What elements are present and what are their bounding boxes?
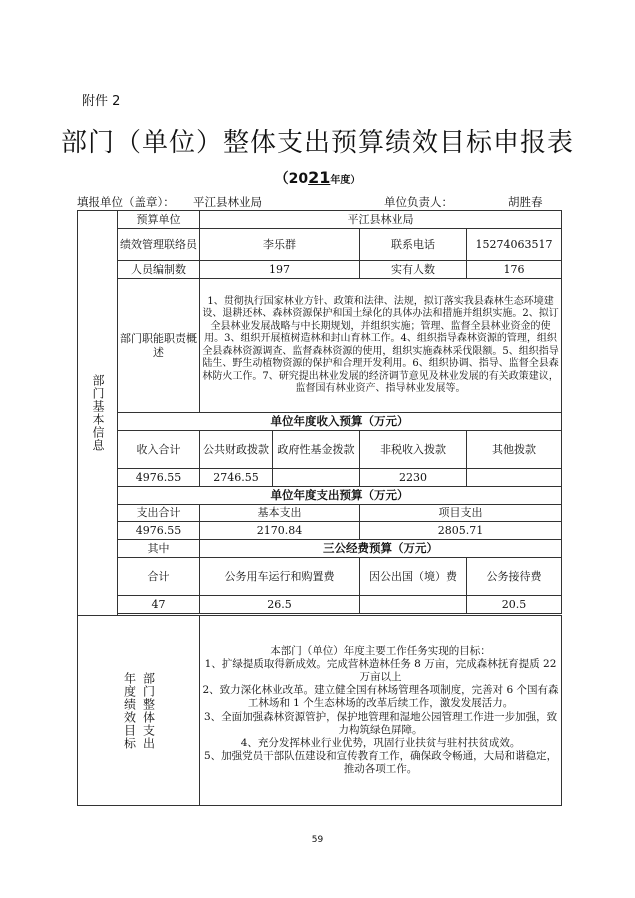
expense-value-basic: 2170.84 <box>200 522 360 540</box>
year-prefix: （20 <box>274 171 309 187</box>
income-header-other: 其他拨款 <box>467 431 562 469</box>
income-header-total: 收入合计 <box>118 431 200 469</box>
three-public-value-reception: 20.5 <box>467 596 562 614</box>
staff-quota-label: 人员编制数 <box>118 261 200 279</box>
goals-line: 2、致力深化林业改革。建立健全国有林场管理各项制度，完善对 6 个国有森工林场和 1 个生态林场的改革后续工作，激发发展活力。 <box>202 684 559 710</box>
phone-value: 15274063517 <box>467 229 562 261</box>
income-value-other <box>467 469 562 487</box>
income-value-nontax: 2230 <box>360 469 467 487</box>
actual-staff-label: 实有人数 <box>360 261 467 279</box>
duty-label: 部门职能职责概述 <box>118 279 200 413</box>
three-public-header-reception: 公务接待费 <box>467 558 562 596</box>
income-value-gov-fund <box>273 469 360 487</box>
contact-person-label: 绩效管理联络员 <box>118 229 200 261</box>
three-public-header-abroad: 因公出国（境）费 <box>360 558 467 596</box>
fill-unit-label: 填报单位（盖章）： <box>77 195 175 209</box>
actual-staff-value: 176 <box>467 261 562 279</box>
unit-head-label: 单位负责人： <box>384 195 453 209</box>
three-public-value-vehicle: 26.5 <box>200 596 360 614</box>
year-suffix: 年度） <box>330 175 361 186</box>
attachment-label: 附件 2 <box>82 94 121 109</box>
unit-head-value: 胡胜春 <box>508 195 543 209</box>
year-line <box>0 168 635 188</box>
contact-person-value: 李乐群 <box>200 229 360 261</box>
year-digits: 21 <box>308 168 331 187</box>
phone-label: 联系电话 <box>360 229 467 261</box>
income-section-title: 单位年度收入预算（万元） <box>118 413 562 431</box>
expense-header-basic: 基本支出 <box>200 505 360 522</box>
expense-header-total: 支出合计 <box>118 505 200 522</box>
goals-line: 1、扩绿提质取得新成效。完成营林造林任务 8 万亩，完成森林抚育提质 22 万亩以上 <box>204 658 557 684</box>
goals-section-main-label: 部门整体支出 <box>141 671 156 750</box>
goals-line: 4、充分发挥林业行业优势，巩固行业扶贫与驻村扶贫成效。 <box>240 736 521 749</box>
three-public-header-total: 合计 <box>118 558 200 596</box>
income-value-total: 4976.55 <box>118 469 200 487</box>
three-public-header-vehicle: 公务用车运行和购置费 <box>200 558 360 596</box>
income-header-gov-fund: 政府性基金拨款 <box>273 431 360 469</box>
income-header-nontax: 非税收入拨款 <box>360 431 467 469</box>
expense-section-title: 单位年度支出预算（万元） <box>118 487 562 505</box>
budget-unit-label: 预算单位 <box>118 211 200 229</box>
among-label: 其中 <box>118 540 200 558</box>
income-value-public-finance: 2746.55 <box>200 469 273 487</box>
budget-unit-value: 平江县林业局 <box>200 211 562 229</box>
three-public-section-title: 三公经费预算（万元） <box>200 540 562 558</box>
income-header-public-finance: 公共财政拨款 <box>200 431 273 469</box>
three-public-value-abroad <box>360 596 467 614</box>
expense-value-total: 4976.55 <box>118 522 200 540</box>
page-number: 59 <box>311 835 324 845</box>
annual-goals <box>200 616 562 806</box>
staff-quota-value: 197 <box>200 261 360 279</box>
duty-description: 1、贯彻执行国家林业方针、政策和法律、法规，拟订落实我县森林生态环境建设、退耕还林、森林资源保护和国土绿化的具体办法和措施并组织实施。2、拟订全县林业发展战略与中长期规划，并组织实施；管理、监督全县林业资金的使用。3、组织开展植树造林和封山育林工作。4、组织指导森林资源的管理，组织全县森林资源调查、监督森林资源的使用，组织实施森林采伐限额。5、组织指导陆生、野生动植物资源的保护和合理开发利用。6、组织协调、指导、监督全县森林防火工作。7、研究提出林业发展的经济调节意见及林业发展的有关政策建议，监督国有林业资产、指导林业发展等。 <box>200 279 562 413</box>
three-public-value-total: 47 <box>118 596 200 614</box>
goals-line: 5、加强党员干部队伍建设和宣传教育工作，确保政令畅通，大局和谐稳定，推动各项工作。 <box>203 749 558 775</box>
expense-header-project: 项目支出 <box>360 505 562 522</box>
goals-line: 本部门（单位）年度主要工作任务实现的目标： <box>270 644 491 657</box>
basic-info-section-label: 部门基本信息 <box>78 211 118 616</box>
goals-line: 3、全面加强森林资源管护，保护地管理和湿地公园管理工作进一步加强，致力构筑绿色屏障。 <box>203 710 558 736</box>
budget-table <box>77 210 562 806</box>
goals-section-label <box>78 616 200 806</box>
goals-section-sub-label: 年度绩效目标 <box>122 671 137 750</box>
expense-value-project: 2805.71 <box>360 522 562 540</box>
fill-unit-value: 平江县林业局 <box>193 195 262 209</box>
page-title: 部门（单位）整体支出预算绩效目标申报表 <box>60 128 574 158</box>
